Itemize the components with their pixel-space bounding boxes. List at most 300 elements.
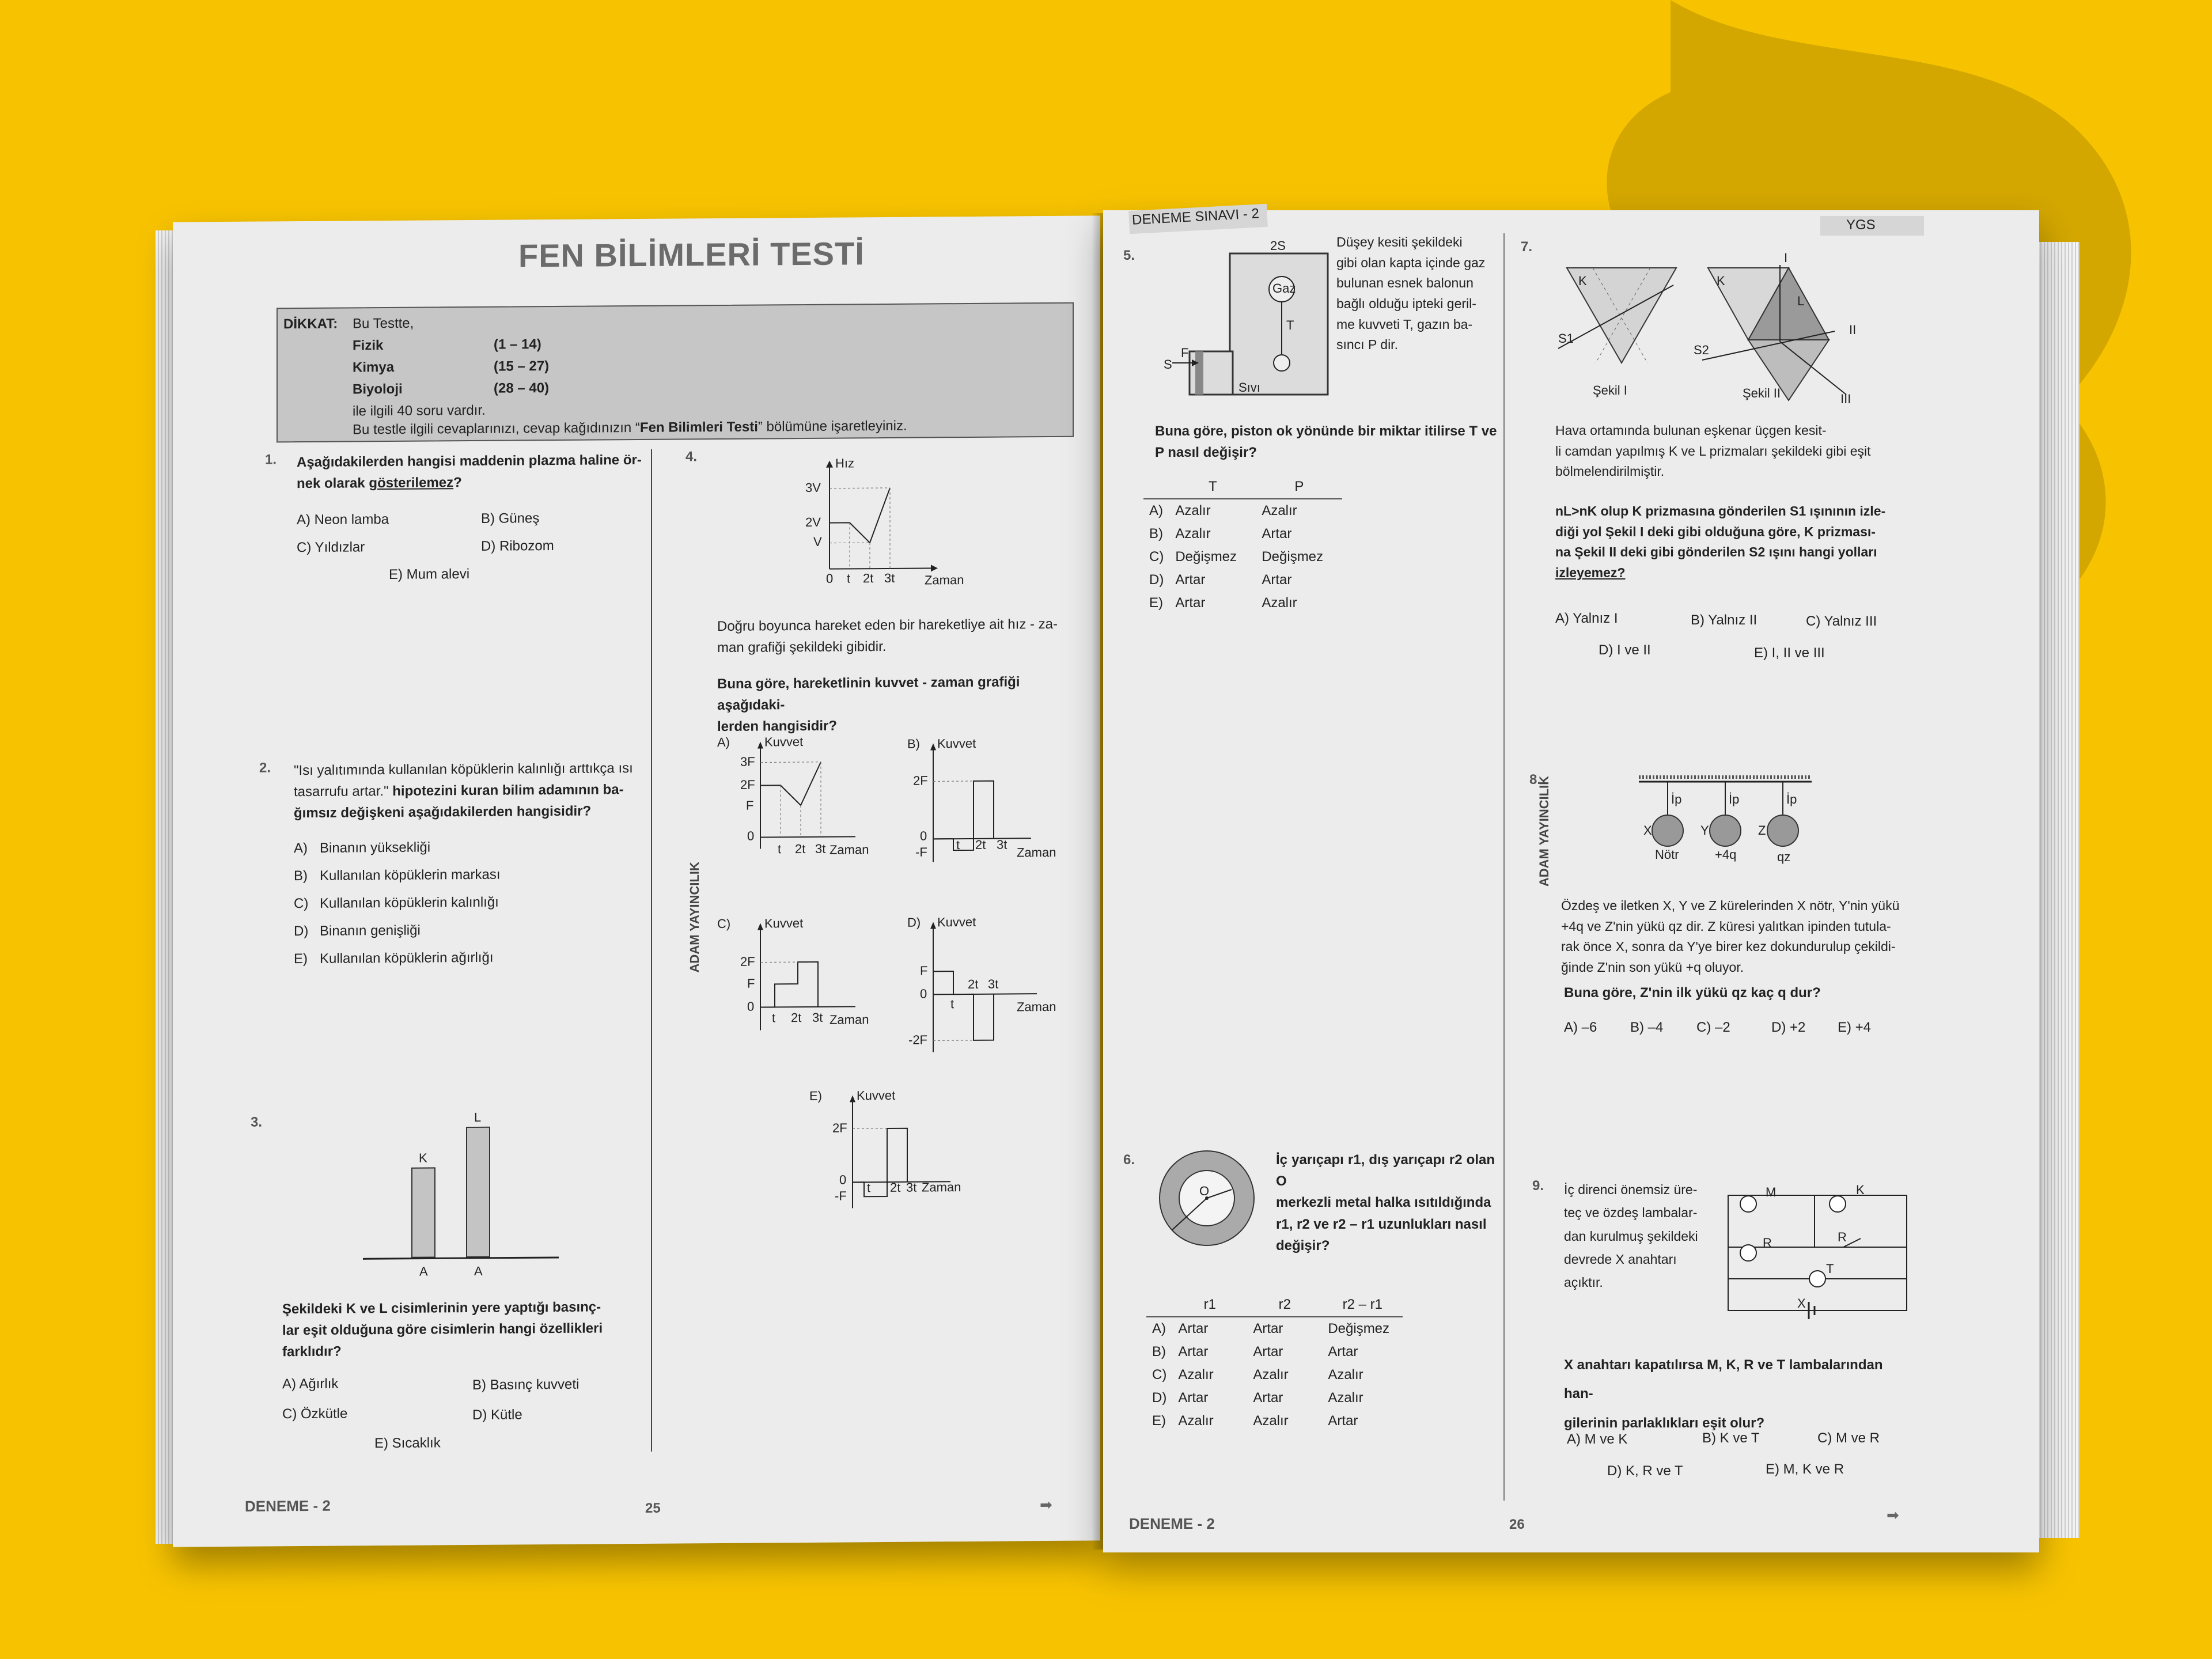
option[interactable]: A) –6 (1564, 1020, 1597, 1035)
x-tick: 3t (988, 976, 999, 991)
charge-label: Nötr (1655, 847, 1679, 862)
liquid-label: Sıvı (1238, 380, 1260, 395)
q7-line: Hava ortamında bulunan eşkenar üçgen kesit- (1555, 423, 1827, 438)
cell: Azalır (1175, 526, 1211, 541)
y-tick: 3F (740, 754, 755, 769)
answer-line-post: ” bölümüne işaretleyiniz. (757, 418, 907, 435)
q8-line: +4q ve Z'nin yükü qz dir. Z küresi yalıtkan ipinden tutula- (1561, 918, 1891, 934)
q9-line: dan kurulmuş şekildeki (1564, 1228, 1698, 1244)
option-letter: E) (1149, 595, 1163, 611)
question-text (1336, 232, 1486, 355)
q7-prompt-line: izleyemez? (1555, 565, 1626, 580)
cell: Artar (1328, 1344, 1358, 1359)
table-row[interactable] (1146, 1317, 1403, 1340)
page-number: 25 (645, 1500, 661, 1516)
warning-answer-line (353, 415, 907, 441)
spheres-figure (1639, 775, 1846, 867)
right-page (1103, 206, 2039, 1552)
answer-line-bold: Fen Bilimleri Testi (639, 419, 758, 435)
page-number: 26 (1509, 1517, 1525, 1532)
option-letter: D) (294, 923, 309, 940)
q4-line: man grafiği şekildeki gibidir. (717, 639, 887, 656)
prism-label: K (1578, 274, 1587, 288)
cell: Artar (1178, 1390, 1209, 1406)
y-tick: F (920, 963, 928, 978)
option[interactable]: Kullanılan köpüklerin kalınlığı (320, 894, 499, 911)
q2-line: tasarrufu artar." (294, 783, 393, 800)
option-letter: D) (1152, 1390, 1167, 1406)
next-arrow-icon: ➡ (1040, 1495, 1052, 1514)
cell: Artar (1175, 572, 1206, 588)
q9-prompt-line: X anahtarı kapatılırsa M, K, R ve T lambalarından han- (1564, 1357, 1883, 1402)
x-tick: t (956, 838, 960, 853)
ring-figure (1158, 1149, 1262, 1253)
y-tick: 0 (747, 999, 755, 1014)
ray-label: S2 (1694, 343, 1709, 357)
q1-emphasis: gösterilemez (369, 475, 454, 491)
sphere-label: Z (1758, 823, 1766, 838)
y-tick: -F (835, 1188, 847, 1203)
option[interactable]: B) Güneş (481, 510, 540, 527)
label-k: K (419, 1150, 427, 1165)
option[interactable]: D) I ve II (1599, 642, 1651, 658)
velocity-line (830, 488, 890, 543)
lamp-t (1809, 1271, 1825, 1287)
lamp-label: R (1838, 1230, 1847, 1244)
cell: Artar (1253, 1321, 1283, 1336)
question-prompt: Buna göre, Z'nin ilk yükü qz kaç q dur? (1564, 985, 1821, 1001)
cell: Artar (1175, 595, 1206, 611)
q7-line: li camdan yapılmış K ve L prizmaları şekildeki gibi eşit (1555, 443, 1871, 459)
option-letter: C) (717, 916, 731, 931)
q7-line: bölmelendirilmiştir. (1555, 464, 1665, 479)
label-a: A (474, 1263, 483, 1278)
piston (1195, 351, 1203, 395)
sphere-label: X (1643, 823, 1652, 838)
x-axis-label: Zaman (922, 1180, 961, 1195)
sphere-z (1767, 815, 1798, 846)
q2-line: ğımsız değişkeni aşağıdakilerden hangisidir? (294, 803, 592, 821)
col-header: r2 (1247, 1293, 1322, 1317)
cell: Değişmez (1175, 549, 1237, 565)
option[interactable]: C) Yıldızlar (297, 539, 365, 556)
header-title: DENEME SINAVI - 2 (1131, 206, 1260, 228)
page-stack-right (2033, 242, 2080, 1538)
gas-label: Gaz (1272, 281, 1296, 296)
question-text (297, 449, 642, 495)
path-label: III (1840, 392, 1851, 406)
q6-prompt-line: değişir? (1276, 1237, 1330, 1253)
q6-prompt-line: İç yarıçapı r1, dış yarıçapı r2 olan O (1276, 1152, 1495, 1190)
option[interactable]: C) M ve R (1817, 1430, 1880, 1446)
option-letter: D) (1149, 572, 1164, 588)
option-letter: C) (1152, 1367, 1167, 1382)
col-header: T (1169, 475, 1256, 499)
x-tick: 3t (812, 1010, 823, 1025)
option-graph-d[interactable] (907, 913, 1080, 1064)
velocity-time-graph (795, 456, 991, 592)
option[interactable]: C) –2 (1696, 1020, 1730, 1035)
option[interactable]: Binanın genişliği (320, 922, 421, 939)
subject-range: (1 – 14) (494, 336, 541, 353)
cell: Azalır (1262, 595, 1297, 611)
warning-label: DİKKAT: (283, 316, 338, 332)
x-axis-label: Zaman (830, 1012, 869, 1027)
q7-prompt-line: na Şekil II deki gibi gönderilen S2 ışını hangi yolları (1555, 544, 1877, 560)
question-text (1555, 421, 1901, 482)
path-label: I (1784, 251, 1788, 265)
q8-line: rak önce X, sonra da Y'ye birer kez dokundurulup çekildi- (1561, 939, 1896, 955)
option-letter: E) (294, 950, 308, 967)
y-tick: 0 (839, 1172, 847, 1187)
y-tick: 2V (805, 514, 821, 529)
force-label: F (1181, 346, 1189, 360)
tension-label: T (1286, 318, 1294, 332)
question-text (294, 757, 645, 824)
q8-line: Özdeş ve iletken X, Y ve Z kürelerinden X nötr, Y'nin yükü (1561, 898, 1900, 913)
answer-table (1143, 475, 1342, 615)
x-tick: t (772, 1010, 776, 1025)
q9-line: İç direnci önemsiz üre- (1564, 1182, 1698, 1197)
cell: Azalır (1253, 1413, 1289, 1429)
lamp-label: T (1826, 1262, 1834, 1276)
option[interactable]: E) Sıcaklık (374, 1435, 441, 1452)
q6-prompt-line: r1, r2 ve r2 – r1 uzunlukları nasıl (1276, 1216, 1487, 1232)
x-tick: t (847, 571, 851, 586)
option[interactable]: C) Özkütle (282, 1406, 348, 1422)
prism-figure (1558, 251, 1904, 412)
x-tick: 2t (975, 837, 986, 852)
switch-label: X (1797, 1296, 1806, 1310)
label-l: L (474, 1109, 482, 1124)
table-row[interactable] (1146, 1387, 1403, 1410)
question-prompt (1564, 1351, 1910, 1438)
publisher-logo: ADAM YAYINCILIK (1537, 775, 1552, 887)
charge-label: +4q (1715, 847, 1737, 862)
warning-box (276, 302, 1074, 443)
q6-prompt-line: merkezli metal halka ısıtıldığında (1276, 1195, 1491, 1211)
y-tick: F (746, 798, 754, 813)
q8-line: ğinde Z'nin son yükü +q oluyor. (1561, 959, 1744, 975)
subject-range: (15 – 27) (494, 358, 550, 374)
left-page (173, 215, 1100, 1547)
cell: Artar (1253, 1344, 1283, 1359)
next-arrow-icon: ➡ (1887, 1506, 1899, 1524)
y-tick: F (747, 976, 755, 991)
question-number: 1. (265, 452, 277, 468)
table-row[interactable] (1146, 1410, 1403, 1433)
y-tick: -2F (908, 1032, 927, 1047)
option[interactable]: E) +4 (1838, 1020, 1872, 1035)
answer-table (1146, 1293, 1403, 1433)
question-number: 8. (1529, 772, 1541, 787)
column-divider (1503, 233, 1505, 1501)
question-number: 3. (251, 1114, 263, 1130)
cell: Azalır (1175, 503, 1211, 518)
y-axis-label: Kuvvet (764, 734, 804, 749)
y-tick: V (813, 534, 822, 549)
q1-line: Aşağıdakilerden hangisi maddenin plazma haline ör- (297, 452, 642, 471)
option[interactable]: E) I, II ve III (1754, 645, 1825, 661)
x-tick: 3t (815, 841, 826, 856)
cell: Azalır (1178, 1413, 1214, 1429)
y-tick: 0 (920, 986, 927, 1001)
cell: Artar (1328, 1413, 1358, 1429)
center-label: O (1199, 1184, 1210, 1198)
q1-mark: ? (453, 475, 462, 491)
subject-name: Fizik (353, 338, 384, 354)
option-letter: B) (1152, 1344, 1166, 1359)
option[interactable]: B) Basınç kuvveti (472, 1376, 579, 1393)
x-tick: 2t (890, 1180, 901, 1195)
option[interactable]: A) Neon lamba (297, 512, 389, 528)
cell: Değişmez (1262, 549, 1324, 565)
x-tick: t (778, 842, 782, 857)
q9-line: teç ve özdeş lambalar- (1564, 1205, 1698, 1221)
lamp-m (1740, 1196, 1756, 1212)
x-axis-label: Zaman (925, 573, 964, 588)
x-tick: t (950, 997, 955, 1012)
y-axis-label: Kuvvet (937, 736, 976, 751)
x-axis-label: Zaman (830, 842, 869, 857)
q1-line: nek olarak (297, 475, 369, 492)
option[interactable]: B) –4 (1630, 1020, 1664, 1035)
y-tick: 2F (740, 954, 755, 969)
question-text (717, 613, 1074, 659)
ground-line (363, 1257, 559, 1259)
option[interactable]: Binanın yüksekliği (320, 839, 431, 856)
area-label: 2S (1270, 238, 1286, 253)
option[interactable]: A) Ağırlık (282, 1376, 339, 1392)
option[interactable]: E) M, K ve R (1766, 1461, 1844, 1477)
prism-label: K (1717, 274, 1725, 288)
q5-line: sıncı P dir. (1336, 337, 1398, 353)
y-axis-label: Kuvvet (857, 1088, 896, 1103)
test-title: FEN BİLİMLERİ TESTİ (518, 235, 865, 274)
x-tick: 0 (826, 571, 834, 586)
q7-prompt-line: nL>nK olup K prizmasına gönderilen S1 ışınının izle- (1555, 503, 1886, 518)
y-axis-label: Kuvvet (764, 915, 804, 931)
cell: Artar (1262, 526, 1292, 541)
lamp-label: K (1856, 1183, 1865, 1197)
y-tick: 2F (832, 1120, 847, 1135)
x-tick: 2t (795, 841, 806, 857)
warning-intro: Bu Testte, (353, 315, 414, 332)
option[interactable]: Kullanılan köpüklerin ağırlığı (320, 949, 494, 967)
question-number: 2. (259, 760, 271, 776)
cell: Artar (1253, 1390, 1283, 1406)
question-number: 4. (685, 449, 698, 465)
table-row[interactable] (1143, 546, 1342, 569)
x-tick: 3t (906, 1180, 917, 1195)
option[interactable]: A) Yalnız I (1555, 611, 1618, 626)
option-graph-a[interactable] (717, 733, 890, 866)
table-row[interactable] (1143, 592, 1342, 615)
option-letter: E) (809, 1088, 822, 1103)
ray-label: S1 (1558, 331, 1574, 346)
question-number: 6. (1123, 1152, 1135, 1168)
question-number: 5. (1123, 248, 1135, 263)
cell: Azalır (1178, 1367, 1214, 1382)
option[interactable]: D) K, R ve T (1607, 1463, 1683, 1479)
q3-line: farklıdır? (282, 1343, 342, 1360)
gas-container-figure (1155, 238, 1351, 403)
option-letter: C) (294, 895, 309, 912)
label-a: A (419, 1264, 428, 1279)
question-prompt (1276, 1149, 1495, 1256)
q5-line: Düşey kesiti şekildeki (1336, 234, 1463, 249)
question-prompt (1155, 421, 1501, 463)
cell: Azalır (1253, 1367, 1289, 1382)
y-tick: -F (915, 844, 927, 859)
table-row[interactable] (1143, 499, 1342, 522)
cell: Artar (1262, 572, 1292, 588)
question-text (1564, 1178, 1708, 1294)
option[interactable]: Kullanılan köpüklerin markası (320, 866, 501, 884)
subject-name: Kimya (353, 359, 395, 376)
q5-line: bağlı olduğu ipteki geril- (1336, 296, 1476, 311)
q4-line: Doğru boyunca hareket eden bir hareketliye ait hız - za- (717, 616, 1058, 635)
option[interactable]: B) Yalnız II (1691, 612, 1758, 628)
figure-caption: Şekil I (1593, 383, 1627, 397)
question-number: 9. (1532, 1178, 1544, 1194)
prism-label: L (1797, 294, 1805, 308)
q3-line: lar eşit olduğuna göre cisimlerin hangi özellikleri (282, 1320, 603, 1339)
option-letter: A) (294, 840, 308, 857)
q3-line: Şekildeki K ve L cisimlerinin yere yaptığı basınç- (282, 1299, 601, 1317)
question-prompt (717, 671, 1074, 738)
option[interactable]: B) K ve T (1702, 1430, 1760, 1446)
piston-area-label: S (1164, 357, 1172, 372)
question-prompt (1555, 501, 1901, 584)
header-tag: YGS (1846, 217, 1876, 233)
string-label: İp (1786, 792, 1797, 806)
x-axis-label: Zaman (1017, 999, 1056, 1014)
lamp-k (1830, 1196, 1846, 1212)
cell: Azalır (1262, 503, 1297, 518)
subject-range: (28 – 40) (494, 380, 550, 396)
sphere-x (1652, 815, 1683, 846)
cell: Artar (1178, 1344, 1209, 1359)
publisher-logo: ADAM YAYINCILIK (687, 862, 702, 973)
body-l (467, 1127, 490, 1257)
option[interactable]: C) Yalnız III (1806, 613, 1877, 629)
footer-label: DENEME - 2 (245, 1497, 331, 1515)
q2-line: "Isı yalıtımında kullanılan köpüklerin kalınlığı arttıkça ısı (294, 760, 633, 779)
sphere-y (1710, 815, 1741, 846)
y-axis-label: Hız (835, 456, 854, 471)
option-letter: B) (907, 736, 920, 751)
x-tick: 2t (968, 976, 979, 991)
string-label: İp (1729, 792, 1740, 806)
col-header: r1 (1172, 1293, 1247, 1317)
warning-count: ile ilgili 40 soru vardır. (353, 402, 486, 419)
y-tick: 0 (747, 828, 755, 843)
footer-label: DENEME - 2 (1129, 1515, 1215, 1532)
col-header: r2 – r1 (1322, 1293, 1403, 1317)
option-graph-b[interactable] (907, 734, 1080, 874)
question-text (1561, 896, 1907, 978)
question-number: 7. (1521, 239, 1533, 255)
cell: Azalır (1328, 1367, 1363, 1382)
option[interactable]: D) Kütle (472, 1407, 522, 1423)
option-letter: C) (1149, 549, 1164, 565)
x-tick: 3t (884, 570, 895, 585)
option-letter: B) (1149, 526, 1163, 541)
y-tick: 0 (920, 828, 927, 843)
q5-line: gibi olan kapta içinde gaz (1336, 255, 1486, 270)
x-tick: t (867, 1180, 871, 1195)
option[interactable]: D) Ribozom (481, 538, 554, 554)
question-text (282, 1296, 639, 1363)
q9-prompt-line: gilerinin parlaklıkları eşit olur? (1564, 1415, 1765, 1431)
x-axis-label: Zaman (1017, 844, 1056, 860)
option-letter: D) (907, 915, 921, 930)
body-k (412, 1168, 435, 1257)
cell: Değişmez (1328, 1321, 1390, 1336)
q4-prompt-line: Buna göre, hareketlinin kuvvet - zaman grafiği aşağıdaki- (717, 674, 1020, 714)
y-axis-label: Kuvvet (937, 914, 976, 930)
table-row[interactable] (1143, 522, 1342, 546)
option[interactable]: D) +2 (1771, 1020, 1806, 1035)
table-row[interactable] (1143, 569, 1342, 592)
subject-name: Biyoloji (353, 381, 403, 397)
column-divider (651, 449, 652, 1452)
cell: Artar (1178, 1321, 1209, 1336)
figure-caption: Şekil II (1743, 386, 1781, 400)
option-letter: A) (1149, 503, 1163, 518)
circuit-figure (1722, 1178, 1912, 1316)
q9-line: açıktır. (1564, 1275, 1603, 1290)
lamp-label: M (1766, 1185, 1777, 1199)
q5-prompt-line: P nasıl değişir? (1155, 445, 1257, 461)
cell: Azalır (1328, 1390, 1363, 1406)
q2-line: hipotezini kuran bilim adamının ba- (392, 782, 624, 800)
option[interactable]: A) M ve K (1567, 1431, 1628, 1447)
option-letter: B) (294, 868, 308, 884)
lamp-label: R (1763, 1236, 1772, 1250)
path-label: II (1849, 323, 1857, 337)
table-row[interactable] (1146, 1340, 1403, 1363)
q7-prompt-line: diği yol Şekil I deki gibi olduğuna göre, K prizması- (1555, 524, 1876, 539)
answer-line-pre: Bu testle ilgili cevaplarınızı, cevap kağıdınızın “ (353, 419, 640, 438)
table-row[interactable] (1146, 1363, 1403, 1387)
option-graph-e[interactable] (809, 1086, 982, 1220)
sphere-label: Y (1700, 823, 1709, 838)
option-letter: A) (1152, 1321, 1166, 1336)
option[interactable]: E) Mum alevi (389, 566, 470, 583)
q5-line: me kuvveti T, gazın ba- (1336, 316, 1473, 332)
q9-line: devrede X anahtarı (1564, 1251, 1677, 1267)
x-tick: 2t (863, 571, 874, 586)
lamp-r (1740, 1245, 1756, 1261)
x-tick: 3t (997, 837, 1007, 852)
option-letter: E) (1152, 1413, 1166, 1429)
y-tick: 2F (740, 777, 755, 792)
y-tick: 2F (913, 773, 928, 788)
x-tick: 2t (791, 1010, 802, 1025)
col-header: P (1256, 475, 1342, 499)
q5-prompt-line: Buna göre, piston ok yönünde bir miktar itilirse T ve (1155, 423, 1497, 439)
q4-prompt-line: lerden hangisidir? (717, 718, 838, 735)
q5-line: bulunan esnek balonun (1336, 275, 1474, 291)
string-label: İp (1671, 792, 1682, 806)
y-tick: 3V (805, 480, 821, 495)
charge-label: qz (1777, 850, 1791, 864)
option-letter: A) (717, 734, 730, 750)
pressure-figure (363, 1107, 570, 1281)
option-graph-c[interactable] (717, 914, 890, 1048)
